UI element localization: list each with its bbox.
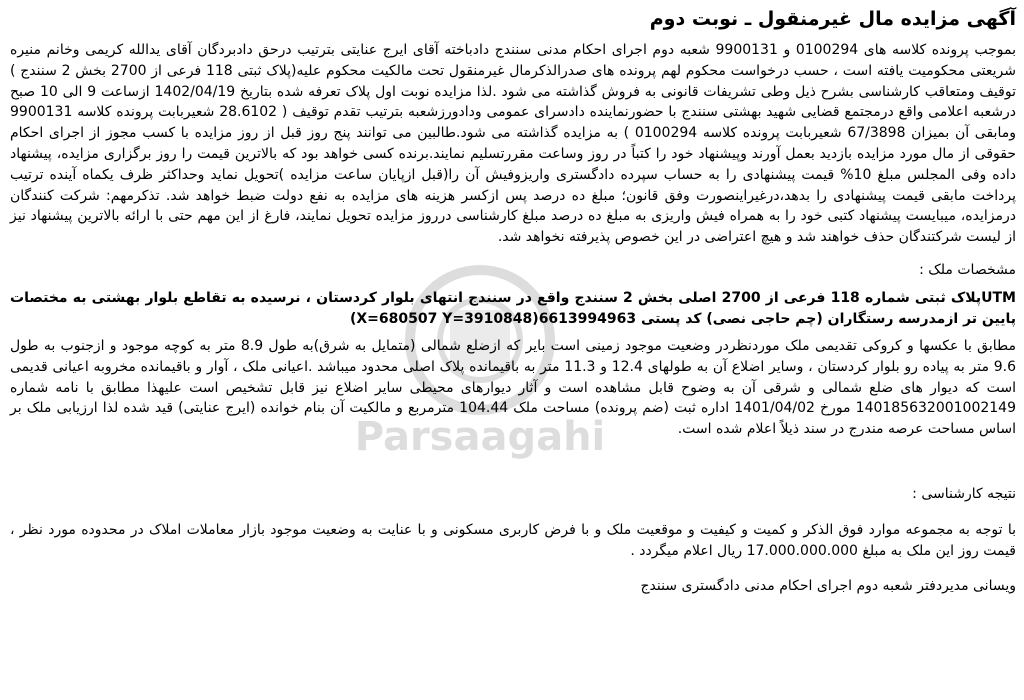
notice-title: آگهی مزایده مال غیرمنقول ـ نوبت دوم	[649, 8, 1016, 30]
svg-text:Parsaagahi: Parsaagahi	[354, 414, 606, 460]
conclusion-label: نتیجه کارشناسی :	[912, 485, 1016, 502]
property-specs-label: مشخصات ملک :	[919, 261, 1016, 278]
property-location-paragraph: UTMپلاک ثبتی شماره 118 فرعی از 2700 اصلی بخش 2 سنندج واقع در سنندج انتهای بلوار کردستان ، نرسیده به تقاطع بلوار بهشتی به مختصات پایین تر ازمدرسه رستگاران (چم حاجی نصی) کد پستی 6613994963(X=680507 Y=3910848)	[10, 289, 1016, 327]
property-description-paragraph: مطابق با عکسها و کروکی تقدیمی ملک موردنظردر وضعیت موجود زمینی است بایر که ازضلع شمالی (متمایل به شرق)به طول 8.9 متر به کوچه موجود و ازجنوب به طول 9.6 متر به پیاده رو بلوار کردستان ، وسایر اضلاع آن به طولهای 12.4 و 11.3 متر به باقیمانده پلاک اصلی محدود میباشد .اعیانی ملک ، آوار و باقیمانده مخروبه اعیانی قدیمی است که دیوار های ضلع شمالی و شرقی آن به وضوح قابل مشاهده است و آثار دیوارهای محیطی سایر اضلاع نیز قابل تشخیص است علیهذا مطابق با نامه شماره 14018563200100214‌9 مورخ 1401/04/02 اداره ثبت (ضم پرونده) مساحت ملک 104.44 مترمربع و مالکیت آن بنام خوانده (ایرج عنایتی) قید شده لذا ارزیابی ملک بر اساس مساحت عرصه مندرج در سند ذیلاً اعلام شده است.	[10, 337, 1016, 438]
footer-signature: ویسانی مدیردفتر شعبه دوم اجرای احکام مدنی دادگستری سنندج	[640, 577, 1016, 594]
notice-intro-paragraph: بموجب پرونده کلاسه های 0100294 و 9900131 شعبه دوم اجرای احکام مدنی سنندج دادباخته آقای ایرج عنایتی بترتیب درحق دادبردگان آقای یدالله کریمی وخانم منیره شریعتی محکومیت یافته است ، حسب درخواست محکوم لهم پرونده های صدرالذکرمال غیرمنقول تحت مالکیت محکوم علیه(پلاک ثبتی 118 فرعی از 2700 بخش 2 سنندج ) توقیف ومتعاقب کارشناسی بشرح ذیل وطی تشریفات قانونی به فروش گذاشته می شود .لذا مزایده نوبت اول پلاک تعرفه شده بتاریخ 1402/04/19 ازساعت 9 الی 10 صبح درشعبه اعلامی واقع درمجتمع قضایی شهید بهشتی سنندج با حضورنماینده دادسرای عمومی ودادورزشعبه بترتیب تقدم توقیف ( 28.6102 شعیربابت پرونده کلاسه 9900131 ومابقی آن بمیزان 67/3898 شعیربابت پرونده کلاسه 0100294 ) به مزایده گذاشته می شود.طالبین می توانند پنج روز قبل از روز مزایده با کسب مجوز از اجرای احکام حقوقی از مال مورد مزایده بازدید بعمل آورند وپیشنهاد خود را کتباً در روز وساعت مقررتسلیم نمایند.برنده کسی خواهد بود که بالاترین قیمت را روز برگزاری مزایده، پیشنهاد داده وفی المجلس مبلغ 10% قیمت پیشنهادی را به حساب سپرده دادگستری واریزوفیش آن را(قبل ازپایان ساعت مزایده )تحویل نماید وحداکثر ظرف یکماه آینده ترتیب پرداخت مابقی قیمت پیشنهادی را بدهد،درغیراینصورت وفق قانون؛ مبلغ ده درصد پس ازکسر هزینه های مزایده به نفع دولت ضبط خواهد شد. تذکرمهم: شرکت کنندگان درمزایده، میبایست پیشنهاد کتبی خود را به همراه فیش واریزی به مبلغ ده درصد مبلغ کارشناسی درروز مزایده تحویل نمایند، فارغ از این مهم حتی با ارائه بالاترین پیشنهاد نیز از لیست شرکتندگان حذف خواهند شد و هیچ اعتراضی در این خصوص پذیرفته نخواهد شد.	[10, 42, 1016, 246]
conclusion-paragraph: با توجه به مجموعه موارد فوق الذکر و کمیت و کیفیت و موقعیت ملک و با فرض کاربری مسکونی و با عنایت به وضعیت موجود بازار معاملات املاک در محدوده مورد نظر ، قیمت روز این ملک به مبلغ 17.000.000.000 ریال اعلام میگردد .	[10, 521, 1016, 559]
section-spacer	[10, 440, 1016, 484]
